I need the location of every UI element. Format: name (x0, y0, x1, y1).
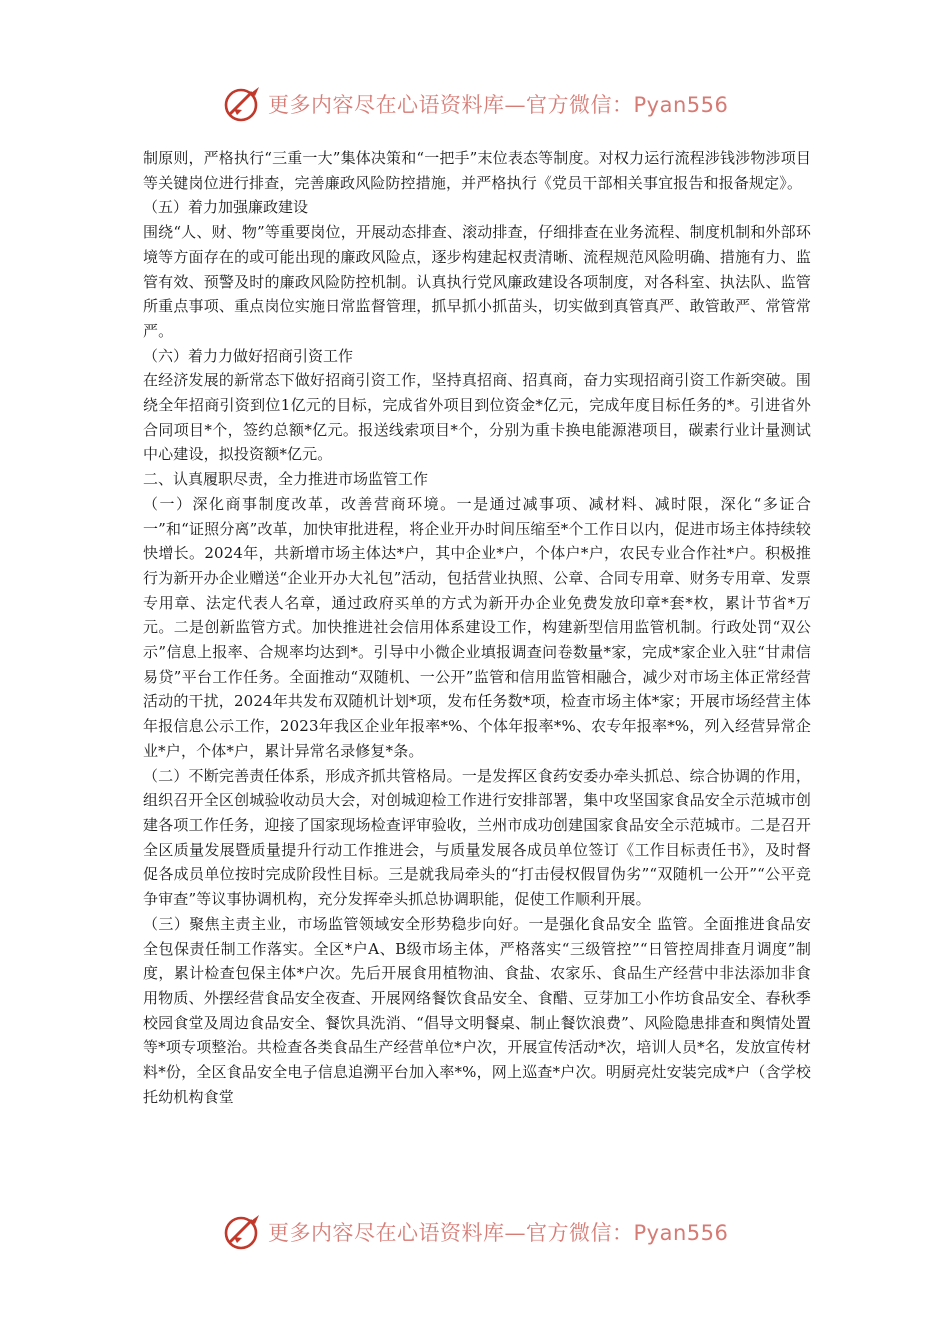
banner-label: 更多内容尽在心语资料库—官方微信： (268, 93, 634, 117)
banner-label: 更多内容尽在心语资料库—官方微信： (268, 1221, 634, 1245)
body-paragraph: 围绕“人、财、物”等重要岗位，开展动态排查、滚动排查，仔细排查在业务流程、制度机制和外部环境等方面存在的或可能出现的廉政风险点，逐步构建起权责清晰、流程规范风险明确、措施有力、监管有效、预警及时的廉政风险防控机制。认真执行党风廉政建设各项制度，对各科室、执法队、监管所重点事项、重点岗位实施日常监督管理，抓早抓小抓苗头，切实做到真管真严、敢管敢严、常管常严。 (143, 223, 811, 340)
document-body (143, 146, 811, 1109)
section-heading: 二、认真履职尽责，全力推进市场监管工作 (143, 470, 429, 489)
footer-banner (0, 1206, 950, 1254)
header-banner (0, 78, 950, 126)
wechat-id: Pyan556 (633, 1221, 729, 1245)
quill-logo-icon (222, 1212, 262, 1252)
body-paragraph: （二）不断完善责任体系，形成齐抓共管格局。一是发挥区食药安委办牵头抓总、综合协调的作用，组织召开全区创城验收动员大会，对创城迎检工作进行安排部署，集中攻坚国家食品安全示范城市创建各项工作任务，迎接了国家现场检查评审验收，兰州市成功创建国家食品安全示范城市。二是召开全区质量发展暨质量提升行动工作推进会，与质量发展各成员单位签订《工作目标责任书》，及时督促各成员单位按时完成阶段性目标。三是就我局牵头的“打击侵权假冒伪劣”“双随机一公开”“公平竞争审查”等议事协调机构，充分发挥牵头抓总协调职能，促使工作顺利开展。 (143, 766, 811, 909)
quill-logo-icon (222, 84, 262, 124)
body-paragraph: 在经济发展的新常态下做好招商引资工作，坚持真招商、招真商，奋力实现招商引资工作新突破。围绕全年招商引资到位1亿元的目标，完成省外项目到位资金*亿元，完成年度目标任务的*。引进省外合同项目*个，签约总额*亿元。报送线索项目*个，分别为重卡换电能源港项目，碳素行业计量测试中心建设，拟投资额*亿元。 (143, 371, 811, 464)
section-heading: （六）着力力做好招商引资工作 (143, 346, 354, 365)
banner-text (268, 1217, 728, 1247)
body-paragraph: （一）深化商事制度改革，改善营商环境。一是通过减事项、减材料、减时限，深化“多证合一”和“证照分离”改革，加快审批进程，将企业开办时间压缩至*个工作日以内，促进市场主体持续较快增长。2024年，共新增市场主体达*户，其中企业*户，个体户*户，农民专业合作社*户。积极推行为新开办企业赠送“企业开办大礼包”活动，包括营业执照、公章、合同专用章、财务专用章、发票专用章、法定代表人名章，通过政府买单的方式为新开办企业免费发放印章*套*枚，累计节省*万元。二是创新监管方式。加快推进社会信用体系建设工作，构建新型信用监管机制。行政处罚“双公示”信息上报率、合规率均达到*。引导中小微企业填报调查问卷数量*家，完成*家企业入驻“甘肃信易贷”平台工作任务。全面推动“双随机、一公开”监管和信用监管相融合，减少对市场主体正常经营活动的干扰，2024年共发布双随机计划*项，发布任务数*项，检查市场主体*家；开展市场经营主体年报信息公示工作，2023年我区企业年报率*%、个体年报率*%、农专年报率*%，列入经营异常企业*户，个体*户，累计异常名录修复*条。 (143, 494, 811, 760)
body-paragraph: （三）聚焦主责主业，市场监管领域安全形势稳步向好。一是强化食品安全 监管。全面推进食品安全包保责任制工作落实。全区*户A、B级市场主体，严格落实“三级管控”“日管控周排查月调度”制度，累计检查包保主体*户次。先后开展食用植物油、食盐、农家乐、食品生产经营中非法添加非食用物质、外摆经营食品安全夜查、开展网络餐饮食品安全、食醋、豆芽加工小作坊食品安全、春秋季校园食堂及周边食品安全、餐饮具洗消、“倡导文明餐桌、制止餐饮浪费”、风险隐患排查和舆情处置等*项专项整治。共检查各类食品生产经营单位*户次，开展宣传活动*次，培训人员*名，发放宣传材料*份，全区食品安全电子信息追溯平台加入率*%，网上巡查*户次。明厨亮灶安装完成*户（含学校托幼机构食堂 (143, 914, 811, 1106)
section-heading: （五）着力加强廉政建设 (143, 198, 309, 217)
wechat-id: Pyan556 (633, 93, 729, 117)
banner-text (268, 89, 728, 119)
body-paragraph: 制原则，严格执行“三重一大”集体决策和“一把手”末位表态等制度。对权力运行流程涉钱涉物涉项目等关键岗位进行排查，完善廉政风险防控措施，并严格执行《党员干部相关事宜报告和报备规定》。 (143, 149, 811, 192)
